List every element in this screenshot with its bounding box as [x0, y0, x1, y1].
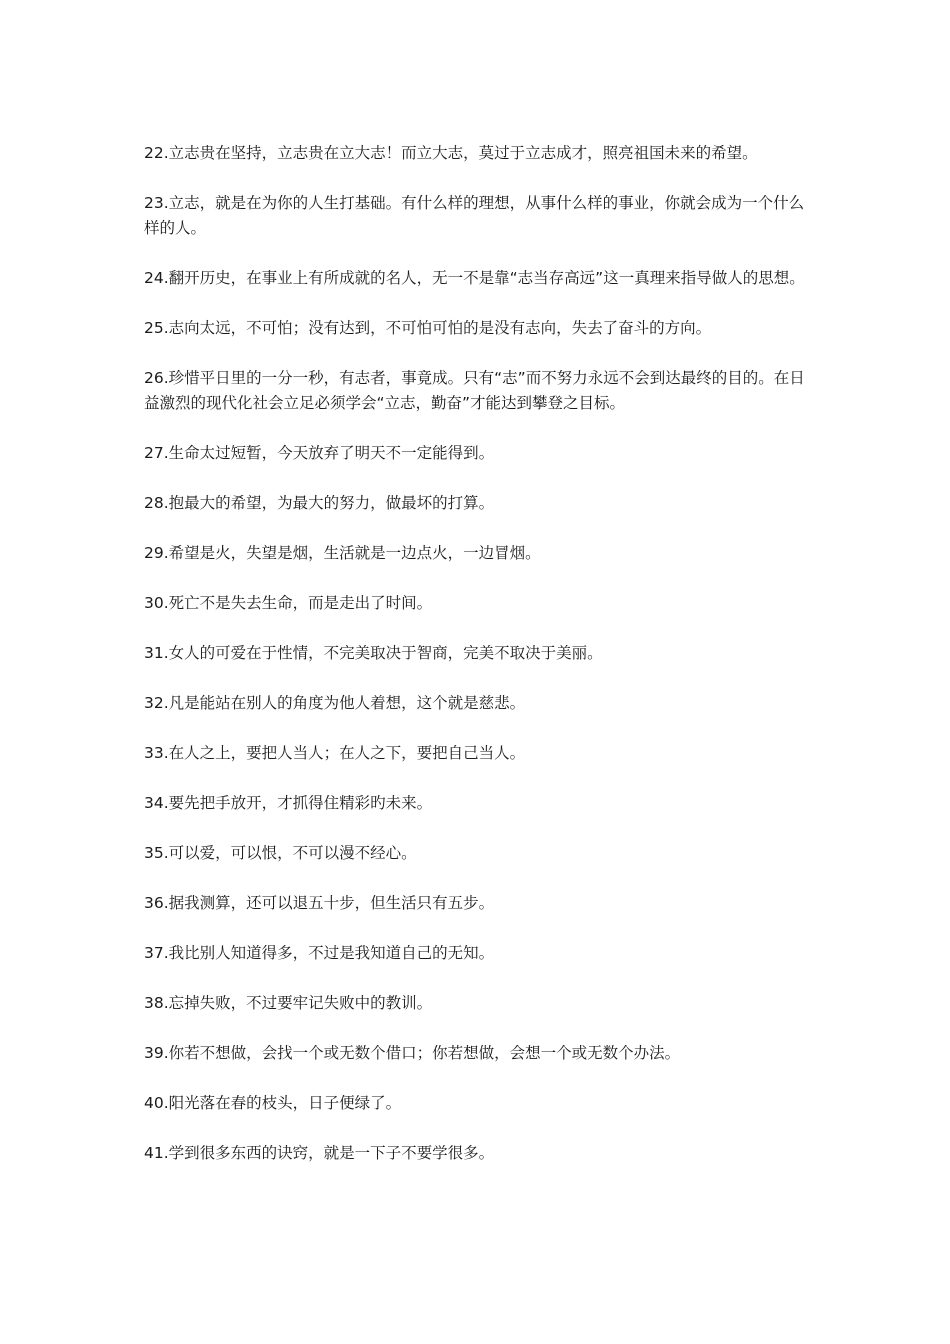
quote-27: 27.生命太过短暂，今天放弃了明天不一定能得到。: [144, 444, 495, 462]
quote-35: 35.可以爱，可以恨，不可以漫不经心。: [144, 844, 417, 862]
quote-32: 32.凡是能站在别人的角度为他人着想，这个就是慈悲。: [144, 694, 526, 712]
quote-29: 29.希望是火，失望是烟，生活就是一边点火，一边冒烟。: [144, 544, 541, 562]
quote-22: 22.立志贵在坚持，立志贵在立大志！而立大志，莫过于立志成才，照亮祖国未来的希望。: [144, 144, 758, 162]
quote-37: 37.我比别人知道得多，不过是我知道自己的无知。: [144, 944, 495, 962]
quote-list: [144, 141, 812, 1191]
quote-26: 26.珍惜平日里的一分一秒，有志者，事竟成。只有“志”而不努力永远不会到达最终的目的。在日益激烈的现代化社会立足必须学会“立志，勤奋”才能达到攀登之目标。: [144, 369, 805, 412]
quote-24: 24.翻开历史，在事业上有所成就的名人，无一不是靠“志当存高远”这一真理来指导做人的思想。: [144, 269, 805, 287]
quote-40: 40.阳光落在春的枝头，日子便绿了。: [144, 1094, 402, 1112]
quote-39: 39.你若不想做，会找一个或无数个借口；你若想做，会想一个或无数个办法。: [144, 1044, 681, 1062]
quote-38: 38.忘掉失败，不过要牢记失败中的教训。: [144, 994, 433, 1012]
quote-30: 30.死亡不是失去生命，而是走出了时间。: [144, 594, 433, 612]
quote-25: 25.志向太远，不可怕；没有达到，不可怕可怕的是没有志向，失去了奋斗的方向。: [144, 319, 712, 337]
quote-36: 36.据我测算，还可以退五十步，但生活只有五步。: [144, 894, 495, 912]
quote-28: 28.抱最大的希望，为最大的努力，做最坏的打算。: [144, 494, 495, 512]
quote-41: 41.学到很多东西的诀窍，就是一下子不要学很多。: [144, 1144, 495, 1162]
quote-23: 23.立志，就是在为你的人生打基础。有什么样的理想，从事什么样的事业，你就会成为一个什么样的人。: [144, 194, 805, 237]
quote-31: 31.女人的可爱在于性情，不完美取决于智商，完美不取决于美丽。: [144, 644, 603, 662]
quote-34: 34.要先把手放开，才抓得住精彩旳未来。: [144, 794, 433, 812]
quote-33: 33.在人之上，要把人当人；在人之下，要把自己当人。: [144, 744, 526, 762]
